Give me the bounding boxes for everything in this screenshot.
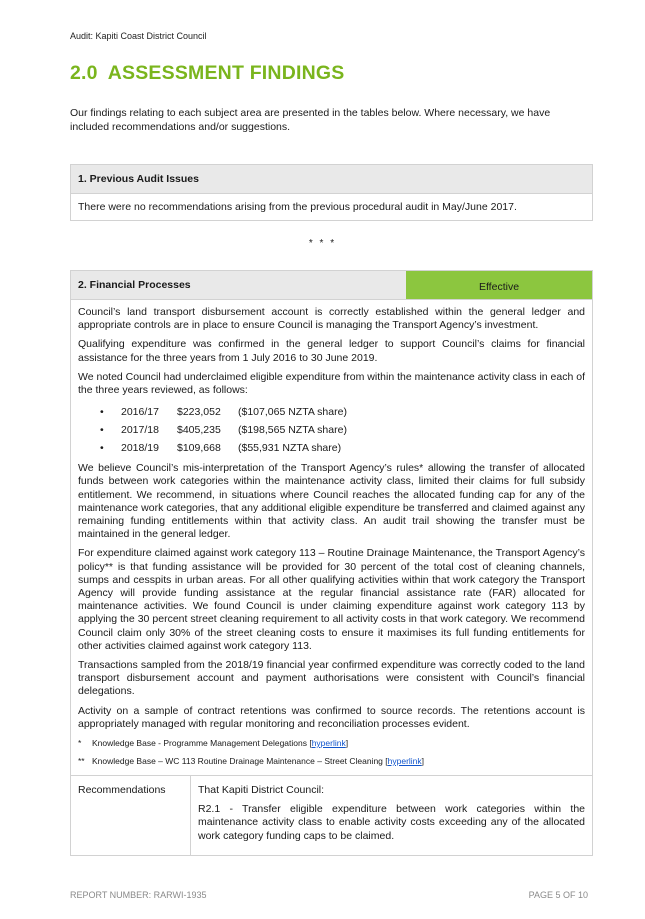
section-title: ASSESSMENT FINDINGS [107, 62, 345, 84]
footnote-hyperlink[interactable]: hyperlink [387, 756, 422, 767]
footnote [78, 755, 585, 767]
underclaim-amount: $405,235 [177, 424, 221, 437]
footnote-close: ] [421, 756, 425, 767]
previous-audit-table [70, 164, 593, 221]
section-heading [70, 62, 344, 85]
financial-processes-body [71, 300, 592, 775]
finding-paragraph: Council’s land transport disbursement account is correctly established within the general ledger and appropriate controls are in place to ensure Council is managing the Transport Agency’s investment. [78, 306, 585, 332]
footnote [78, 737, 585, 749]
underclaim-year: 2017/18 [121, 424, 159, 437]
recommendations-row [71, 775, 592, 855]
underclaim-amount: $223,052 [177, 406, 221, 419]
finding-paragraph: We believe Council’s mis-interpretation of the Transport Agency’s rules* allowing the transfer of allocated funds between work categories within the maintenance activity class, limited their claims for full subsidy entitlement. We recommend, in situations where Council reaches the allocated funding cap for any of the maintenance work categories, that any additional eligible expenditure be transferred and claimed against any remaining funding entitlements within that activity class. An audit trail showing the transfer must be maintained in the general ledger. [78, 462, 585, 541]
footnote-text: Knowledge Base - Programme Management Delegations [ [92, 738, 312, 749]
financial-processes-header [71, 271, 592, 300]
intro-paragraph: Our findings relating to each subject area are presented in the tables below. Where necessary, we have included recommendations and/or suggestions. [70, 107, 551, 133]
finding-paragraph: We noted Council had underclaimed eligible expenditure from within the maintenance activity class in each of the three years reviewed, as follows: [78, 370, 586, 397]
previous-audit-title: 1. Previous Audit Issues [78, 173, 199, 185]
recommendations-intro: That Kapiti District Council: [198, 784, 325, 797]
financial-processes-table [70, 270, 593, 856]
status-badge: Effective [406, 271, 592, 299]
section-divider: * * * [308, 238, 337, 249]
financial-processes-title: 2. Financial Processes [78, 279, 191, 291]
underclaim-share: ($55,931 NZTA share) [238, 442, 342, 455]
finding-paragraph: For expenditure claimed against work category 113 – Routine Drainage Maintenance, the Transport Agency’s policy** is that funding assistance will be provided for 30 percent of the total cost of cleaning channels, sumps and cesspits in urban areas. For all other qualifying activities within that work category the Transport Agency will provide funding assistance at the regular financial assistance rate (FAR) allocated for maintenance activities. We found Council is under claiming expenditure against work category 113 by applying the 30 percent street cleaning requirement to all activity costs in that work category. We recommend Council claim only 30% of the street cleaning costs to ensure it maximises its full funding entitlements for other activities claimed against work category 113. [78, 547, 585, 652]
footnote-close: ] [345, 738, 349, 749]
previous-audit-header [71, 165, 592, 194]
underclaim-list [78, 403, 585, 457]
underclaim-share: ($107,065 NZTA share) [238, 406, 347, 419]
underclaim-item [100, 421, 585, 439]
section-number: 2.0 [70, 62, 98, 84]
finding-paragraph: Activity on a sample of contract retentions was confirmed to source records. The retentions account is appropriately managed with regular monitoring and reconciliation processes evident. [78, 704, 585, 730]
underclaim-year: 2016/17 [121, 406, 159, 419]
footer-page-number: PAGE 5 OF 10 [528, 890, 588, 900]
underclaim-year: 2018/19 [121, 442, 159, 455]
footnote-hyperlink[interactable]: hyperlink [311, 738, 346, 749]
underclaim-item [100, 439, 585, 457]
footnote-text: Knowledge Base – WC 113 Routine Drainage Maintenance – Street Cleaning [ [92, 756, 388, 767]
finding-paragraph: Qualifying expenditure was confirmed in the general ledger to support Council’s claims for financial assistance for the three years from 1 July 2016 to 30 June 2019. [78, 338, 585, 364]
recommendations-content [191, 776, 592, 855]
footnote-mark: * [78, 738, 82, 749]
footnote-mark: ** [78, 756, 85, 767]
underclaim-share: ($198,565 NZTA share) [238, 424, 347, 437]
previous-audit-body: There were no recommendations arising from the previous procedural audit in May/June 2017. [78, 201, 517, 213]
running-header: Audit: Kapiti Coast District Council [70, 31, 207, 41]
footer-report-number: REPORT NUMBER: RARWI-1935 [70, 890, 207, 900]
recommendation-item: R2.1 - Transfer eligible expenditure between work categories within the maintenance activity class to enable activity costs exceeding any of the allocated work category funding caps to be claimed. [198, 803, 585, 842]
underclaim-amount: $109,668 [177, 442, 221, 455]
finding-paragraph: Transactions sampled from the 2018/19 financial year confirmed expenditure was correctly coded to the land transport disbursement account and payment authorisations were consistent with Council’s financial delegations. [78, 659, 585, 698]
recommendations-label: Recommendations [71, 776, 191, 855]
underclaim-item [100, 403, 585, 421]
